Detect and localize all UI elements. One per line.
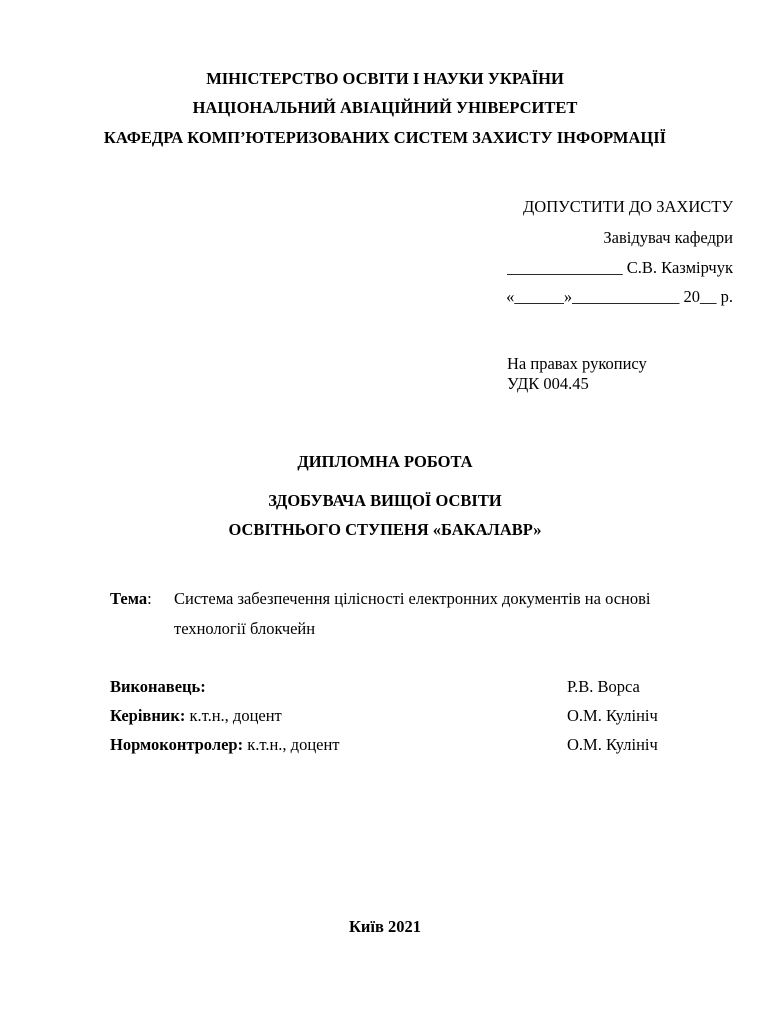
- topic-line-1: Система забезпечення цілісності електронних документів на основі: [174, 589, 651, 608]
- approval-date-line: «______»_____________ 20__ р.: [506, 287, 733, 306]
- executor-role-label: Виконавець:: [110, 677, 206, 696]
- executor-name: Р.В. Ворса: [567, 677, 640, 696]
- approval-position: Завідувач кафедри: [603, 228, 733, 247]
- degree-title: ОСВІТНЬОГО СТУПЕНЯ «БАКАЛАВР»: [228, 520, 542, 539]
- applicant-title: ЗДОБУВАЧА ВИЩОЇ ОСВІТИ: [268, 491, 502, 510]
- approval-signature-line: ______________ С.В. Казмірчук: [507, 258, 733, 277]
- norm-controller-role-label: Нормоконтролер:: [110, 735, 244, 754]
- city-year: Київ 2021: [348, 917, 422, 936]
- topic-line-2: технології блокчейн: [174, 619, 316, 638]
- norm-controller-role-detail: к.т.н., доцент: [243, 735, 340, 754]
- ministry-heading: МІНІСТЕРСТВО ОСВІТИ І НАУКИ УКРАЇНИ: [206, 69, 564, 88]
- work-type-title: ДИПЛОМНА РОБОТА: [297, 452, 473, 471]
- topic-label-text: Тема: [110, 589, 148, 608]
- norm-controller-role: [110, 735, 340, 755]
- supervisor-role: [110, 706, 282, 726]
- university-heading: НАЦІОНАЛЬНИЙ АВІАЦІЙНИЙ УНІВЕРСИТЕТ: [192, 98, 578, 117]
- supervisor-role-label: Керівник:: [110, 706, 186, 725]
- topic-colon: :: [147, 589, 152, 608]
- supervisor-name: О.М. Кулініч: [567, 706, 658, 725]
- norm-controller-name: О.М. Кулініч: [567, 735, 658, 754]
- supervisor-role-detail: к.т.н., доцент: [185, 706, 282, 725]
- manuscript-note: На правах рукопису: [507, 354, 647, 373]
- topic-label: [110, 589, 152, 609]
- approval-title: ДОПУСТИТИ ДО ЗАХИСТУ: [523, 197, 733, 216]
- executor-role: [110, 677, 206, 697]
- department-heading: КАФЕДРА КОМП’ЮТЕРИЗОВАНИХ СИСТЕМ ЗАХИСТУ ІНФОРМАЦІЇ: [103, 128, 667, 147]
- udk-code: УДК 004.45: [507, 374, 589, 393]
